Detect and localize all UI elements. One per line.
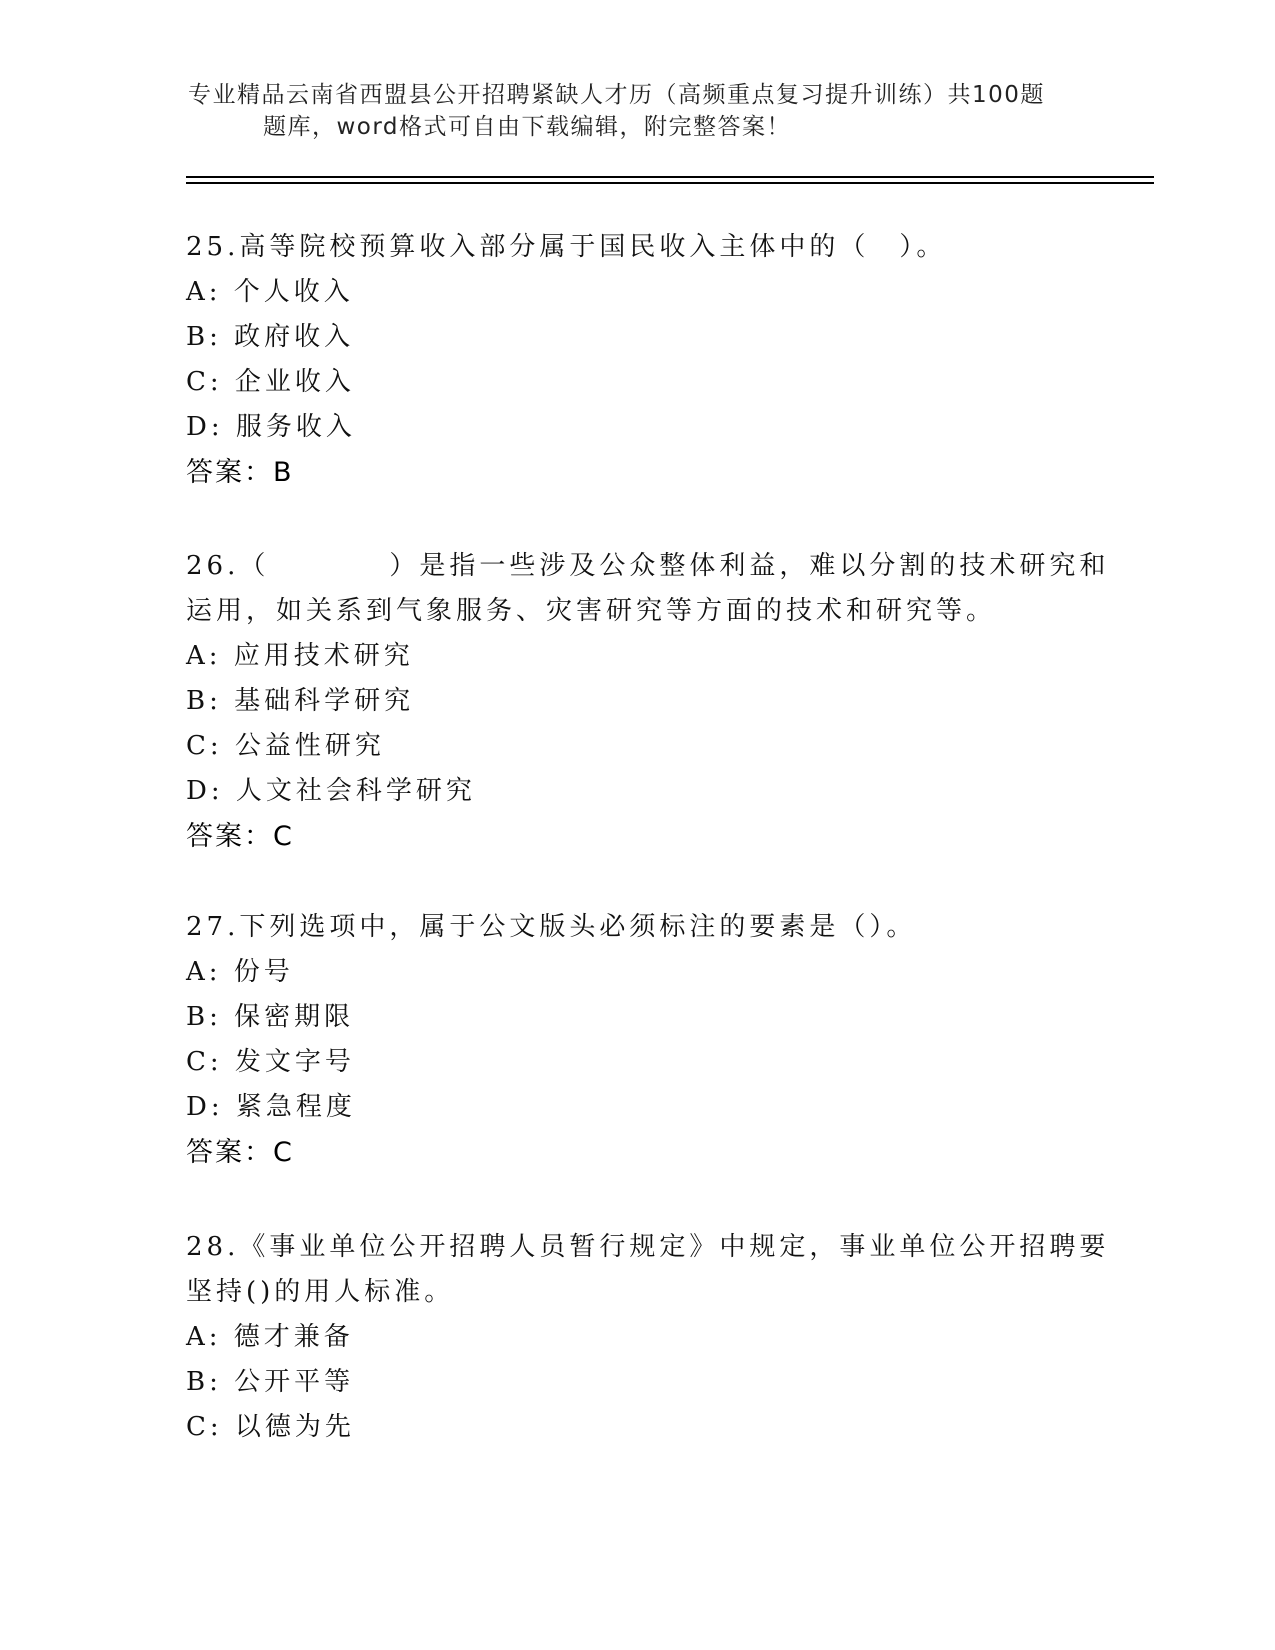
- header-rule-bottom: [186, 182, 1154, 184]
- option-b: B: 政府收入: [186, 322, 355, 352]
- question-28: [186, 1225, 1110, 1450]
- option-a: A: 应用技术研究: [186, 641, 414, 671]
- question-stem-cont: 坚持()的用人标准。: [186, 1277, 455, 1307]
- question-25: [186, 225, 1086, 495]
- option-a: A: 份号: [186, 957, 294, 987]
- document-title-line-2: 题库，word格式可自由下载编辑，附完整答案！: [263, 114, 792, 140]
- option-a: A: 个人收入: [186, 277, 354, 307]
- option-d: D: 紧急程度: [186, 1092, 356, 1122]
- option-b: B: 公开平等: [186, 1367, 355, 1397]
- question-stem-cont: 运用，如关系到气象服务、灾害研究等方面的技术和研究等。: [186, 596, 997, 626]
- option-b: B: 保密期限: [186, 1002, 355, 1032]
- option-b: B: 基础科学研究: [186, 686, 415, 716]
- option-c: C: 企业收入: [186, 367, 355, 397]
- answer: 答案：B: [186, 457, 294, 488]
- option-a: A: 德才兼备: [186, 1322, 354, 1352]
- header-rule-top: [186, 176, 1154, 178]
- option-d: D: 服务收入: [186, 412, 356, 442]
- option-d: D: 人文社会科学研究: [186, 776, 476, 806]
- answer: 答案：C: [186, 1137, 294, 1168]
- document-title-line-1: 专业精品云南省西盟县公开招聘紧缺人才历（高频重点复习提升训练）共100题: [188, 82, 1045, 108]
- question-stem: 28.《事业单位公开招聘人员暂行规定》中规定，事业单位公开招聘要: [186, 1232, 1110, 1262]
- option-c: C: 发文字号: [186, 1047, 355, 1077]
- answer: 答案：C: [186, 821, 294, 852]
- question-stem: 26.（ ）是指一些涉及公众整体利益，难以分割的技术研究和: [186, 551, 1110, 581]
- question-26: [186, 544, 1110, 859]
- question-stem: 25.高等院校预算收入部分属于国民收入主体中的（ ）。: [186, 232, 947, 262]
- question-stem: 27.下列选项中，属于公文版头必须标注的要素是（）。: [186, 912, 917, 942]
- option-c: C: 公益性研究: [186, 731, 385, 761]
- question-27: [186, 905, 1086, 1175]
- option-c: C: 以德为先: [186, 1412, 355, 1442]
